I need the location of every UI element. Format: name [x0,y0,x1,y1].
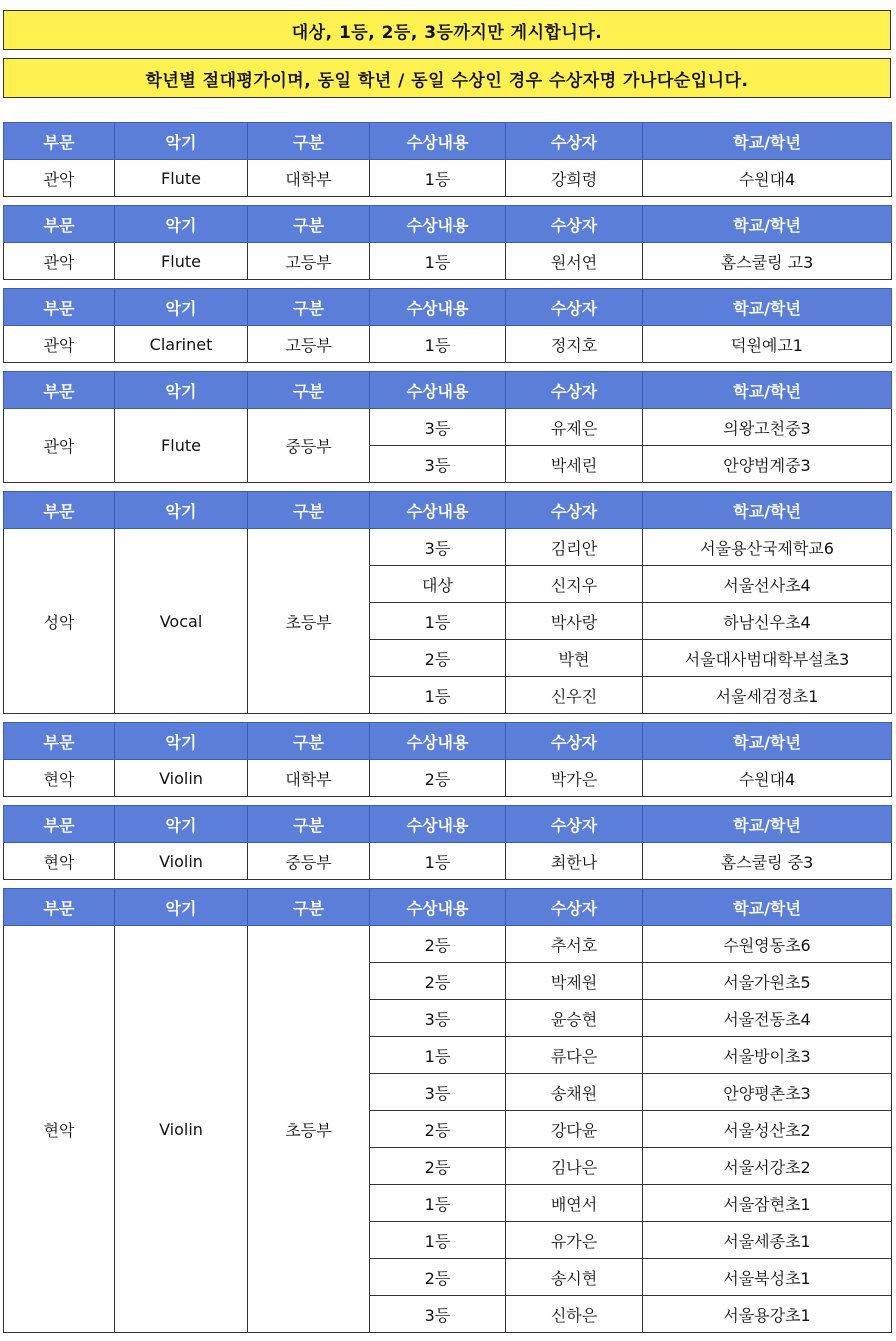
winner-cell: 김리안 [506,529,643,566]
school-grade-cell: 서울대사범대학부설초3 [643,640,892,677]
results-table [3,722,892,797]
instrument-cell: Flute [115,160,248,197]
winner-header: 수상자 [506,889,643,926]
winner-cell: 윤승현 [506,1000,643,1037]
school-grade-header: 학교/학년 [643,123,892,160]
division-cell: 초등부 [248,926,370,1333]
school-grade-header: 학교/학년 [643,289,892,326]
table-row [4,843,892,880]
section-cell: 성악 [4,529,115,714]
division-header: 구분 [248,889,370,926]
table-row [4,160,892,197]
division-cell: 고등부 [248,326,370,363]
winner-cell: 최한나 [506,843,643,880]
section-header: 부문 [4,289,115,326]
winner-header: 수상자 [506,806,643,843]
school-grade-cell: 서울성산초2 [643,1111,892,1148]
award-cell: 2등 [370,963,506,1000]
school-grade-header: 학교/학년 [643,723,892,760]
winner-cell: 류다은 [506,1037,643,1074]
division-cell: 초등부 [248,529,370,714]
school-grade-cell: 서울용산국제학교6 [643,529,892,566]
school-grade-cell: 서울서강초2 [643,1148,892,1185]
winner-cell: 원서연 [506,243,643,280]
school-grade-header: 학교/학년 [643,372,892,409]
award-cell: 3등 [370,1000,506,1037]
table-row [4,326,892,363]
award-cell: 2등 [370,1111,506,1148]
instrument-cell: Vocal [115,529,248,714]
school-grade-cell: 서울용강초1 [643,1296,892,1333]
instrument-cell: Violin [115,760,248,797]
table-row [4,760,892,797]
notice-line-1: 대상, 1등, 2등, 3등까지만 게시합니다. [291,22,603,43]
school-grade-cell: 수원대4 [643,760,892,797]
table-header-row [4,492,892,529]
instrument-header: 악기 [115,889,248,926]
winner-cell: 박사랑 [506,603,643,640]
winner-cell: 박세린 [506,446,643,483]
award-cell: 1등 [370,243,506,280]
school-grade-cell: 홈스쿨링 중3 [643,843,892,880]
award-cell: 대상 [370,566,506,603]
award-cell: 3등 [370,529,506,566]
school-grade-cell: 서울방이초3 [643,1037,892,1074]
award-cell: 2등 [370,640,506,677]
school-grade-cell: 안양평촌초3 [643,1074,892,1111]
award-cell: 1등 [370,160,506,197]
results-table [3,491,892,714]
school-grade-cell: 덕원예고1 [643,326,892,363]
winner-cell: 유가은 [506,1222,643,1259]
award-cell: 3등 [370,1296,506,1333]
winner-cell: 신우진 [506,677,643,714]
award-cell: 2등 [370,1148,506,1185]
table-header-row [4,806,892,843]
table-header-row [4,123,892,160]
award-header: 수상내용 [370,289,506,326]
instrument-header: 악기 [115,123,248,160]
notice-banner-2 [3,58,891,98]
award-cell: 3등 [370,409,506,446]
section-header: 부문 [4,123,115,160]
award-header: 수상내용 [370,806,506,843]
school-grade-cell: 서울가원초5 [643,963,892,1000]
section-cell: 관악 [4,409,115,483]
table-row [4,409,892,446]
division-header: 구분 [248,289,370,326]
school-grade-cell: 안양범계중3 [643,446,892,483]
table-header-row [4,289,892,326]
school-grade-header: 학교/학년 [643,806,892,843]
award-header: 수상내용 [370,372,506,409]
instrument-cell: Flute [115,409,248,483]
winner-header: 수상자 [506,372,643,409]
award-header: 수상내용 [370,723,506,760]
award-cell: 2등 [370,760,506,797]
winner-header: 수상자 [506,289,643,326]
winner-cell: 정지호 [506,326,643,363]
division-cell: 중등부 [248,843,370,880]
winner-cell: 강희령 [506,160,643,197]
section-header: 부문 [4,206,115,243]
table-header-row [4,723,892,760]
division-header: 구분 [248,492,370,529]
section-cell: 관악 [4,326,115,363]
school-grade-cell: 하남신우초4 [643,603,892,640]
instrument-header: 악기 [115,492,248,529]
section-header: 부문 [4,806,115,843]
winner-cell: 배연서 [506,1185,643,1222]
notice-line-2: 학년별 절대평가이며, 동일 학년 / 동일 수상인 경우 수상자명 가나다순입니다. [145,70,749,91]
notice-banner-1 [3,10,891,50]
instrument-header: 악기 [115,372,248,409]
division-cell: 대학부 [248,760,370,797]
winner-cell: 김나은 [506,1148,643,1185]
table-header-row [4,206,892,243]
table-row [4,243,892,280]
results-table [3,805,892,880]
award-cell: 1등 [370,1185,506,1222]
instrument-cell: Violin [115,926,248,1333]
section-cell: 현악 [4,926,115,1333]
winner-cell: 박현 [506,640,643,677]
award-cell: 1등 [370,326,506,363]
winner-cell: 유제은 [506,409,643,446]
winner-cell: 박가은 [506,760,643,797]
instrument-cell: Clarinet [115,326,248,363]
section-header: 부문 [4,723,115,760]
results-table [3,888,892,1333]
winner-header: 수상자 [506,123,643,160]
division-cell: 중등부 [248,409,370,483]
section-header: 부문 [4,889,115,926]
division-header: 구분 [248,206,370,243]
school-grade-header: 학교/학년 [643,889,892,926]
school-grade-cell: 수원영동초6 [643,926,892,963]
school-grade-cell: 서울선사초4 [643,566,892,603]
award-header: 수상내용 [370,206,506,243]
school-grade-header: 학교/학년 [643,492,892,529]
school-grade-cell: 서울잠현초1 [643,1185,892,1222]
table-header-row [4,889,892,926]
winner-cell: 송시현 [506,1259,643,1296]
results-table [3,122,892,197]
award-cell: 2등 [370,926,506,963]
award-cell: 1등 [370,1222,506,1259]
award-cell: 1등 [370,677,506,714]
award-cell: 1등 [370,843,506,880]
instrument-cell: Violin [115,843,248,880]
winner-cell: 강다윤 [506,1111,643,1148]
school-grade-cell: 수원대4 [643,160,892,197]
division-header: 구분 [248,723,370,760]
award-cell: 1등 [370,1037,506,1074]
section-header: 부문 [4,372,115,409]
table-row [4,926,892,963]
award-cell: 1등 [370,603,506,640]
winner-cell: 박제원 [506,963,643,1000]
school-grade-cell: 서울세종초1 [643,1222,892,1259]
instrument-cell: Flute [115,243,248,280]
section-cell: 현악 [4,843,115,880]
results-table [3,371,892,483]
results-tables [3,122,891,1341]
table-header-row [4,372,892,409]
award-header: 수상내용 [370,492,506,529]
school-grade-cell: 홈스쿨링 고3 [643,243,892,280]
instrument-header: 악기 [115,806,248,843]
section-cell: 관악 [4,243,115,280]
winner-cell: 송채원 [506,1074,643,1111]
award-cell: 3등 [370,446,506,483]
award-cell: 3등 [370,1074,506,1111]
section-cell: 현악 [4,760,115,797]
results-table [3,205,892,280]
table-row [4,529,892,566]
section-header: 부문 [4,492,115,529]
division-header: 구분 [248,806,370,843]
instrument-header: 악기 [115,206,248,243]
winner-cell: 신하은 [506,1296,643,1333]
division-header: 구분 [248,123,370,160]
division-cell: 대학부 [248,160,370,197]
school-grade-cell: 서울북성초1 [643,1259,892,1296]
winner-header: 수상자 [506,492,643,529]
results-table [3,288,892,363]
school-grade-header: 학교/학년 [643,206,892,243]
division-header: 구분 [248,372,370,409]
award-header: 수상내용 [370,123,506,160]
school-grade-cell: 서울세검정초1 [643,677,892,714]
winner-cell: 신지우 [506,566,643,603]
division-cell: 고등부 [248,243,370,280]
winner-cell: 추서호 [506,926,643,963]
school-grade-cell: 의왕고천중3 [643,409,892,446]
instrument-header: 악기 [115,723,248,760]
winner-header: 수상자 [506,206,643,243]
school-grade-cell: 서울전동초4 [643,1000,892,1037]
instrument-header: 악기 [115,289,248,326]
award-cell: 2등 [370,1259,506,1296]
winner-header: 수상자 [506,723,643,760]
award-header: 수상내용 [370,889,506,926]
section-cell: 관악 [4,160,115,197]
